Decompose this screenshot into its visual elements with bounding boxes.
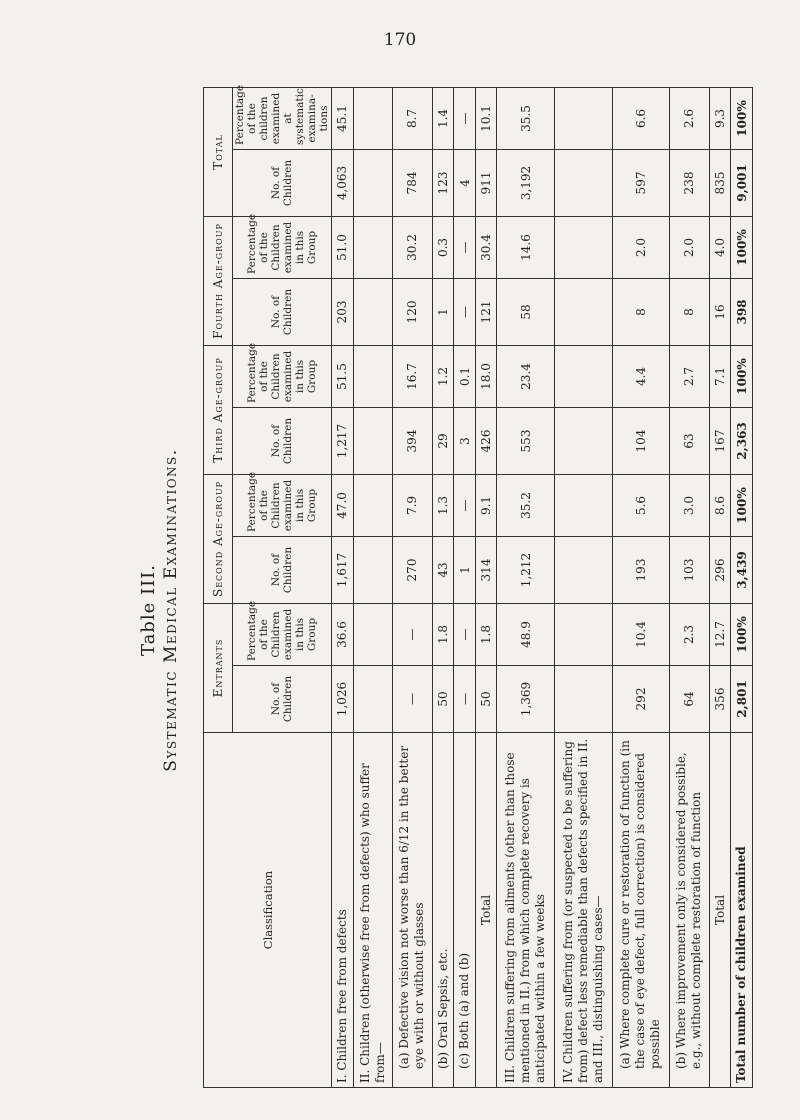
subheader-percentage-total: Percentage of the children examined at systematic examina- tions (233, 87, 332, 149)
cell-value: 1,026 (332, 666, 354, 733)
header-third-age-group: Third Age-group (204, 345, 233, 474)
table-row (332, 87, 354, 1087)
cell-value: — (454, 278, 476, 345)
table-subtitle: Systematic Medical Examinations. (161, 448, 181, 772)
cell-value: 47.0 (332, 475, 354, 537)
cell-value: 50 (432, 666, 454, 733)
cell-value: 1 (432, 278, 454, 345)
table-row (454, 87, 476, 1087)
cell-value: 426 (475, 408, 497, 475)
row-label: (b) Oral Sepsis, etc. (432, 733, 454, 1088)
cell-value: 121 (475, 278, 497, 345)
cell-value: 100% (731, 604, 753, 666)
cell-value: 394 (393, 408, 433, 475)
cell-value: 63 (670, 408, 710, 475)
cell-value (353, 475, 393, 537)
cell-value (555, 87, 613, 149)
cell-value: 8 (612, 278, 670, 345)
cell-value: 58 (497, 278, 555, 345)
header-second-age-group: Second Age-group (204, 475, 233, 604)
page-number: 170 (383, 30, 417, 50)
header-classification: Classification (204, 733, 332, 1088)
cell-value: 10.1 (475, 87, 497, 149)
cell-value: 1.2 (432, 345, 454, 407)
row-label: IV. Children suffering from (or suspected to be suffering from) defect less remediable than defects specified in II. and III., distinguishing cases— (555, 733, 613, 1088)
subheader-no-of-children: No. of Children (233, 149, 332, 216)
table-heading (138, 410, 182, 810)
subheader-no-of-children: No. of Children (233, 278, 332, 345)
subheader-no-of-children: No. of Children (233, 666, 332, 733)
subheader-percentage: Percentage of the Children examined in this Group (233, 216, 332, 278)
table-title: Table III. (138, 563, 159, 657)
cell-value: 45.1 (332, 87, 354, 149)
header-fourth-age-group: Fourth Age-group (204, 216, 233, 345)
table-row (709, 87, 731, 1087)
table-row (432, 87, 454, 1087)
subheader-percentage: Percentage of the Children examined in this Group (233, 604, 332, 666)
subheader-percentage: Percentage of the Children examined in this Group (233, 345, 332, 407)
cell-value: 2,801 (731, 666, 753, 733)
row-label: III. Children suffering from ailments (other than those mentioned in II.) from which complete recovery is anticipated within a few weeks (497, 733, 555, 1088)
cell-value: 100% (731, 475, 753, 537)
cell-value: 100% (731, 216, 753, 278)
cell-value: 7.9 (393, 475, 433, 537)
cell-value: 1.4 (432, 87, 454, 149)
table-row (555, 87, 613, 1087)
table-row (612, 87, 670, 1087)
cell-value: 398 (731, 278, 753, 345)
header-total: Total (204, 87, 233, 216)
cell-value (353, 149, 393, 216)
cell-value (555, 475, 613, 537)
cell-value: 7.1 (709, 345, 731, 407)
examinations-table (203, 84, 753, 1088)
cell-value: 35.5 (497, 87, 555, 149)
cell-value (555, 149, 613, 216)
cell-value: — (393, 604, 433, 666)
cell-value: 4 (454, 149, 476, 216)
cell-value: 784 (393, 149, 433, 216)
cell-value: — (454, 216, 476, 278)
cell-value: 1,617 (332, 537, 354, 604)
cell-value: 10.4 (612, 604, 670, 666)
cell-value: 51.0 (332, 216, 354, 278)
header-entrants: Entrants (204, 604, 233, 733)
cell-value: 270 (393, 537, 433, 604)
cell-value: 3,192 (497, 149, 555, 216)
cell-value: 193 (612, 537, 670, 604)
cell-value: 123 (432, 149, 454, 216)
cell-value: 23.4 (497, 345, 555, 407)
subheader-percentage: Percentage of the Children examined in this Group (233, 475, 332, 537)
cell-value: 1 (454, 537, 476, 604)
cell-value: 2.3 (670, 604, 710, 666)
table-wrapper (203, 84, 753, 1088)
cell-value: 2.0 (670, 216, 710, 278)
table-row (353, 87, 393, 1087)
cell-value: 8.7 (393, 87, 433, 149)
cell-value: 1,369 (497, 666, 555, 733)
table-row (497, 87, 555, 1087)
cell-value (555, 604, 613, 666)
cell-value: 9,001 (731, 149, 753, 216)
cell-value: 2.7 (670, 345, 710, 407)
cell-value: 8.6 (709, 475, 731, 537)
cell-value: — (454, 666, 476, 733)
cell-value: 911 (475, 149, 497, 216)
table-rotated-container (203, 84, 753, 1088)
cell-value: 167 (709, 408, 731, 475)
cell-value (353, 666, 393, 733)
cell-value: 2.0 (612, 216, 670, 278)
cell-value: 4.0 (709, 216, 731, 278)
row-label: Total (475, 733, 497, 1088)
subheader-no-of-children: No. of Children (233, 408, 332, 475)
cell-value (353, 537, 393, 604)
cell-value: — (454, 475, 476, 537)
cell-value: 35.2 (497, 475, 555, 537)
cell-value: 6.6 (612, 87, 670, 149)
cell-value: 314 (475, 537, 497, 604)
cell-value: 104 (612, 408, 670, 475)
cell-value (353, 216, 393, 278)
cell-value: 48.9 (497, 604, 555, 666)
cell-value: 4,063 (332, 149, 354, 216)
cell-value: 3,439 (731, 537, 753, 604)
cell-value: — (454, 604, 476, 666)
cell-value (353, 278, 393, 345)
table-row (393, 87, 433, 1087)
cell-value: 2.6 (670, 87, 710, 149)
cell-value: 835 (709, 149, 731, 216)
cell-value: 597 (612, 149, 670, 216)
cell-value (353, 604, 393, 666)
cell-value: 51.5 (332, 345, 354, 407)
cell-value: 50 (475, 666, 497, 733)
cell-value: 100% (731, 87, 753, 149)
cell-value: 29 (432, 408, 454, 475)
table-row-grand-total (731, 87, 753, 1087)
cell-value: 5.6 (612, 475, 670, 537)
cell-value: 30.4 (475, 216, 497, 278)
cell-value: — (454, 87, 476, 149)
cell-value (555, 278, 613, 345)
cell-value: 3.0 (670, 475, 710, 537)
row-label: Total number of children examined (731, 733, 753, 1088)
cell-value: 0.1 (454, 345, 476, 407)
cell-value: 0.3 (432, 216, 454, 278)
cell-value: 18.0 (475, 345, 497, 407)
cell-value: 1,212 (497, 537, 555, 604)
cell-value: 4.4 (612, 345, 670, 407)
row-label: Total (709, 733, 731, 1088)
cell-value: 43 (432, 537, 454, 604)
cell-value: 1.3 (432, 475, 454, 537)
cell-value (555, 666, 613, 733)
cell-value: 103 (670, 537, 710, 604)
row-label: I. Children free from defects (332, 733, 354, 1088)
cell-value: 8 (670, 278, 710, 345)
row-label: (a) Where complete cure or restoration of function (in the case of eye defect, full correction) is considered possible (612, 733, 670, 1088)
table-row (670, 87, 710, 1087)
cell-value: 1.8 (475, 604, 497, 666)
cell-value: 292 (612, 666, 670, 733)
cell-value (353, 345, 393, 407)
cell-value: 30.2 (393, 216, 433, 278)
cell-value: 9.3 (709, 87, 731, 149)
cell-value: — (393, 666, 433, 733)
cell-value: 356 (709, 666, 731, 733)
cell-value: 36.6 (332, 604, 354, 666)
cell-value (555, 537, 613, 604)
cell-value (555, 408, 613, 475)
cell-value: 2,363 (731, 408, 753, 475)
cell-value: 296 (709, 537, 731, 604)
cell-value: 238 (670, 149, 710, 216)
cell-value (353, 87, 393, 149)
subheader-no-of-children: No. of Children (233, 537, 332, 604)
cell-value: 203 (332, 278, 354, 345)
cell-value: 9.1 (475, 475, 497, 537)
cell-value: 120 (393, 278, 433, 345)
cell-value: 1,217 (332, 408, 354, 475)
cell-value (555, 345, 613, 407)
row-label: (b) Where improvement only is considered possible, e.g., without complete restoration of function (670, 733, 710, 1088)
cell-value: 553 (497, 408, 555, 475)
cell-value (555, 216, 613, 278)
row-label: (c) Both (a) and (b) (454, 733, 476, 1088)
cell-value: 1.8 (432, 604, 454, 666)
row-label: II. Children (otherwise free from defects) who suffer from— (353, 733, 393, 1088)
cell-value: 100% (731, 345, 753, 407)
cell-value (353, 408, 393, 475)
cell-value: 14.6 (497, 216, 555, 278)
cell-value: 16.7 (393, 345, 433, 407)
table-row (475, 87, 497, 1087)
cell-value: 12.7 (709, 604, 731, 666)
cell-value: 3 (454, 408, 476, 475)
cell-value: 16 (709, 278, 731, 345)
cell-value: 64 (670, 666, 710, 733)
row-label: (a) Defective vision not worse than 6/12 in the better eye with or without glasses (393, 733, 433, 1088)
